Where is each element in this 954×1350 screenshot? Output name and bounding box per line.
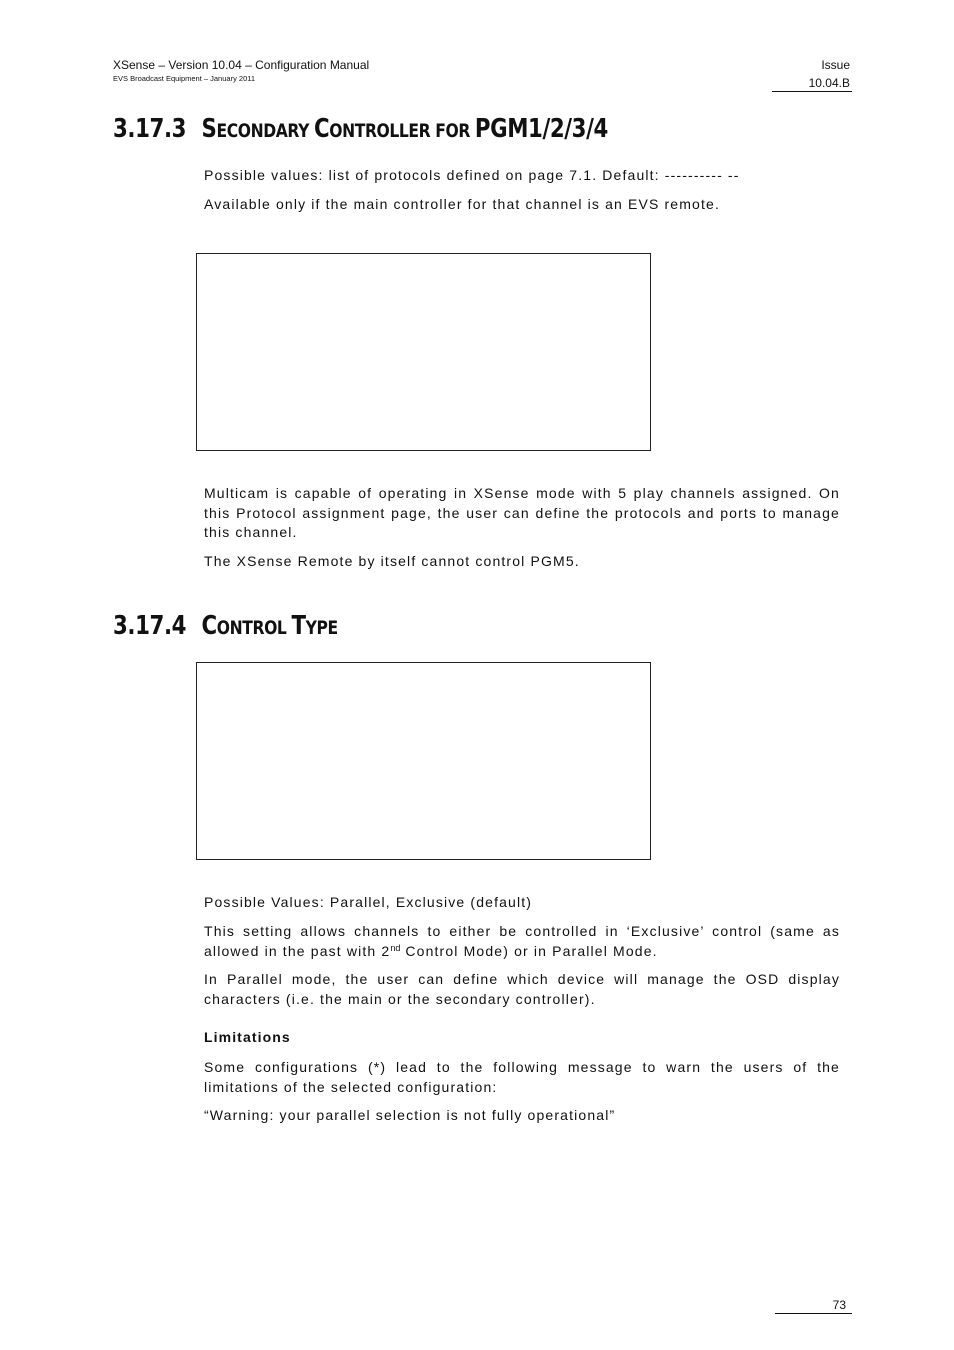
document-title: XSense – Version 10.04 – Configuration Manual (113, 58, 370, 72)
section-heading-3-17-3 (113, 114, 608, 144)
section-number: 3.17.4 (113, 611, 187, 641)
issue-value: 10.04.B (808, 76, 850, 90)
heading-smallcaps: ECONDARY (216, 120, 315, 142)
issue-label: Issue (821, 58, 850, 72)
paragraph-remote-limitation: The XSense Remote by itself cannot control PGM5. (204, 553, 580, 569)
heading-cap: C (201, 611, 217, 641)
heading-tail: PGM1/2/3/4 (474, 114, 608, 144)
heading-smallcaps: ONTROL (216, 617, 292, 639)
paragraph-multicam: Multicam is capable of operating in XSense mode with 5 play channels assigned. On this Protocol assignment page, the user can define the protocols and ports to manage this channel. (204, 485, 840, 540)
heading-cap: T (291, 611, 306, 641)
section-heading-3-17-4 (113, 611, 338, 641)
section-number: 3.17.3 (113, 114, 187, 144)
paragraph-exclusive-control: This setting allows channels to either be controlled in ‘Exclusive’ control (same as allowed in the past with 2nd Control Mode) or in Parallel Mode. (204, 923, 840, 959)
paragraph-possible-values: Possible values: list of protocols defined on page 7.1. Default: ---------- -- (204, 167, 740, 183)
heading-cap: S (201, 114, 217, 144)
heading-smallcaps: YPE (305, 617, 338, 639)
paragraph-parallel-mode: In Parallel mode, the user can define which device will manage the OSD display characters (i.e. the main or the secondary controller). (204, 971, 840, 1007)
paragraph-warning-message: “Warning: your parallel selection is not fully operational” (204, 1107, 616, 1123)
document-subtitle: EVS Broadcast Equipment – January 2011 (113, 74, 256, 83)
screenshot-frame-secondary-controller (196, 253, 651, 451)
paragraph-configurations: Some configurations (*) lead to the following message to warn the users of the limitations of the selected configuration: (204, 1059, 840, 1095)
page-number: 73 (832, 1298, 846, 1312)
subheading-limitations: Limitations (204, 1029, 291, 1045)
paragraph-possible-values-control: Possible Values: Parallel, Exclusive (default) (204, 894, 533, 910)
screenshot-frame-control-type (196, 662, 651, 860)
footer-rule (775, 1313, 852, 1314)
paragraph-availability: Available only if the main controller for that channel is an EVS remote. (204, 196, 720, 212)
heading-smallcaps: ONTROLLER FOR (329, 120, 475, 142)
header-rule (772, 91, 852, 92)
heading-cap: C (314, 114, 330, 144)
